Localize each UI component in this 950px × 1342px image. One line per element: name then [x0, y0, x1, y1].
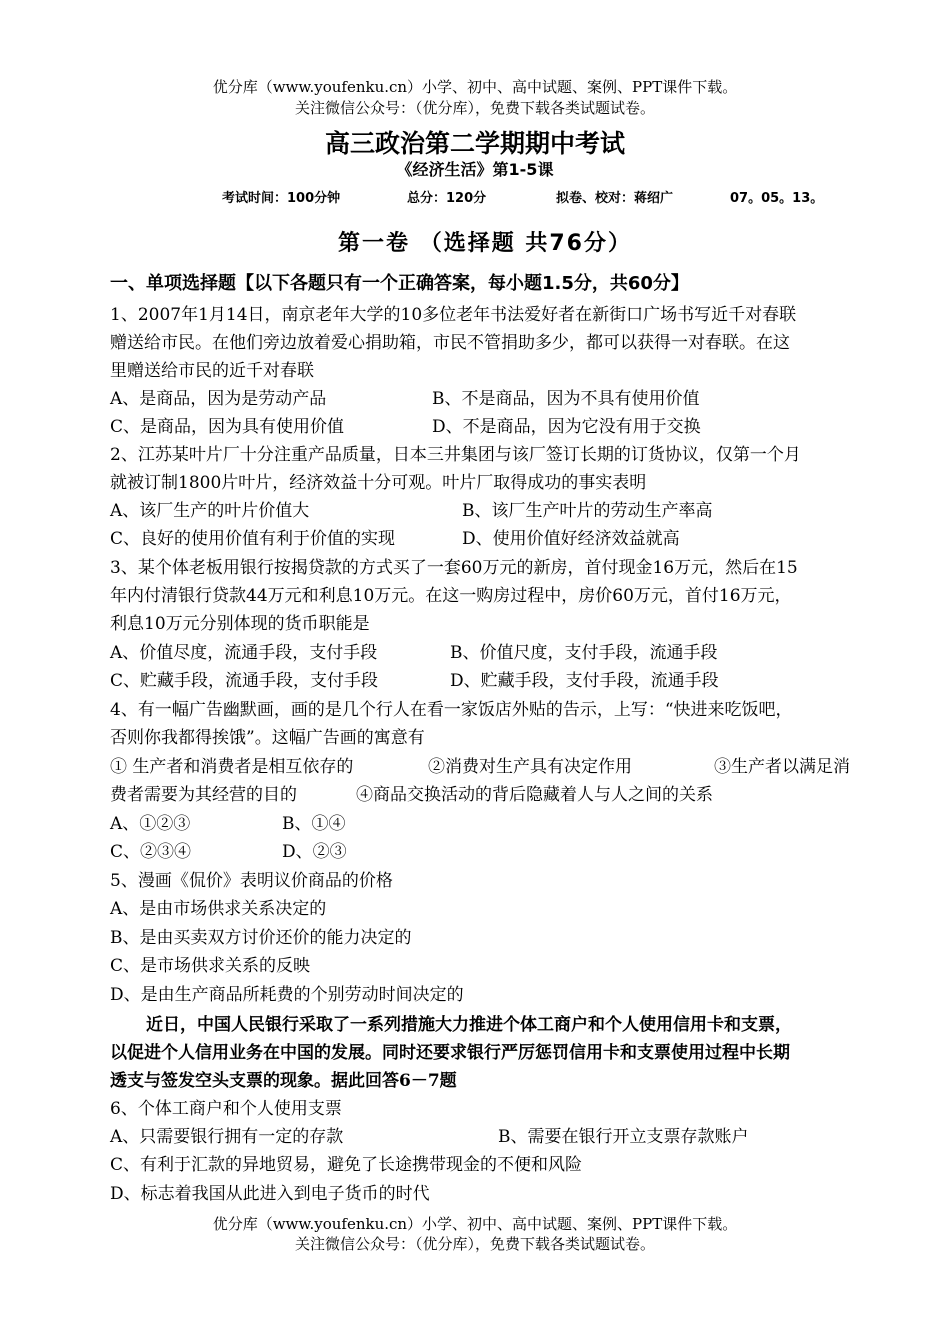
q2-option-c: C、良好的使用价值有利于价值的实现 [110, 529, 396, 549]
q1-option-d: D、不是商品，因为它没有用于交换 [432, 417, 701, 437]
footer-line-1: 优分库（www.youfenku.cn）小学、初中、高中试题、案例、PPT课件下载。 [212, 1215, 738, 1233]
q3-option-b: B、价值尺度，支付手段，流通手段 [450, 643, 718, 663]
q1-option-a: A、是商品，因为是劳动产品 [110, 389, 327, 409]
q4-statement-1: ① 生产者和消费者是相互依存的 [110, 757, 354, 777]
exam-author: 拟卷、校对：蒋绍广 [556, 191, 674, 206]
passage-line-2: 以促进个人信用业务在中国的发展。同时还要求银行严厉惩罚信用卡和支票使用过程中长期 [110, 1043, 790, 1063]
section-title: 第一卷 （选择题 共76分） [338, 231, 632, 256]
footer-line-2: 关注微信公众号：（优分库），免费下载各类试题试卷。 [294, 1235, 655, 1253]
q1-line-2: 赠送给市民。在他们旁边放着爱心捐助箱，市民不管捐助多少，都可以获得一对春联。在这 [110, 333, 790, 353]
q4-statement-3: ③生产者以满足消 [714, 757, 850, 777]
q4-option-d: D、②③ [282, 842, 347, 862]
q6-option-b: B、需要在银行开立支票存款账户 [498, 1127, 749, 1147]
q5-line-1: 5、漫画《侃价》表明议价商品的价格 [110, 871, 393, 891]
q1-option-c: C、是商品，因为具有使用价值 [110, 417, 345, 437]
q4-line-2: 否则你我都得挨饿”。这幅广告画的寓意有 [110, 728, 425, 748]
q2-option-b: B、该厂生产叶片的劳动生产率高 [462, 501, 713, 521]
q1-line-1: 1、2007年1月14日，南京老年大学的10多位老年书法爱好者在新街口广场书写近千对春联 [110, 305, 797, 325]
q6-line-1: 6、个体工商户和个人使用支票 [110, 1099, 342, 1119]
q3-option-c: C、贮藏手段，流通手段，支付手段 [110, 671, 379, 691]
q4-option-a: A、①②③ [110, 814, 191, 834]
q6-option-d: D、标志着我国从此进入到电子货币的时代 [110, 1184, 430, 1204]
q4-statement-4: ④商品交换活动的背后隐藏着人与人之间的关系 [356, 785, 713, 805]
q2-line-1: 2、江苏某叶片厂十分注重产品质量，日本三井集团与该厂签订长期的订货协议，仅第一个月 [110, 445, 801, 465]
passage-line-1: 近日，中国人民银行采取了一系列措施大力推进个体工商户和个人使用信用卡和支票， [146, 1015, 792, 1035]
q2-line-2: 就被订制1800片叶片，经济效益十分可观。叶片厂取得成功的事实表明 [110, 473, 647, 493]
q5-option-b: B、是由买卖双方讨价还价的能力决定的 [110, 928, 412, 948]
section-heading: 一、单项选择题【以下各题只有一个正确答案，每小题1.5分，共60分】 [110, 273, 689, 294]
q2-option-a: A、该厂生产的叶片价值大 [110, 501, 310, 521]
q3-option-d: D、贮藏手段，支付手段，流通手段 [450, 671, 719, 691]
exam-total: 总分：120分 [407, 191, 487, 206]
q1-option-b: B、不是商品，因为不具有使用价值 [432, 389, 700, 409]
exam-subtitle: 《经济生活》第1-5课 [396, 160, 554, 179]
q1-line-3: 里赠送给市民的近千对春联 [110, 361, 314, 381]
q5-option-c: C、是市场供求关系的反映 [110, 956, 311, 976]
q4-statement-3-cont: 费者需要为其经营的目的 [110, 785, 297, 805]
q5-option-a: A、是由市场供求关系决定的 [110, 899, 327, 919]
q6-option-c: C、有利于汇款的异地贸易，避免了长途携带现金的不便和风险 [110, 1155, 583, 1175]
q6-option-a: A、只需要银行拥有一定的存款 [110, 1127, 344, 1147]
q3-line-1: 3、某个体老板用银行按揭贷款的方式买了一套60万元的新房，首付现金16万元，然后在15 [110, 558, 798, 578]
q3-line-2: 年内付清银行贷款44万元和利息10万元。在这一购房过程中，房价60万元，首付16万元， [110, 586, 792, 606]
q5-option-d: D、是由生产商品所耗费的个别劳动时间决定的 [110, 985, 464, 1005]
q4-statement-2: ②消费对生产具有决定作用 [428, 757, 632, 777]
header-line-1: 优分库（www.youfenku.cn）小学、初中、高中试题、案例、PPT课件下载。 [212, 78, 738, 96]
q4-option-c: C、②③④ [110, 842, 192, 862]
q2-option-d: D、使用价值好经济效益就高 [462, 529, 680, 549]
q4-line-1: 4、有一幅广告幽默画，画的是几个行人在看一家饭店外贴的告示，上写：“快进来吃饭吧， [110, 700, 793, 720]
exam-date: 07。05。13。 [730, 191, 824, 206]
q4-option-b: B、①④ [282, 814, 346, 834]
exam-title: 高三政治第二学期期中考试 [324, 129, 625, 158]
passage-line-3: 透支与签发空头支票的现象。据此回答6－7题 [110, 1071, 457, 1091]
q3-line-3: 利息10万元分别体现的货币职能是 [110, 614, 370, 634]
exam-time: 考试时间：100分钟 [222, 191, 341, 206]
header-line-2: 关注微信公众号：（优分库），免费下载各类试题试卷。 [294, 99, 655, 117]
q3-option-a: A、价值尽度，流通手段，支付手段 [110, 643, 378, 663]
